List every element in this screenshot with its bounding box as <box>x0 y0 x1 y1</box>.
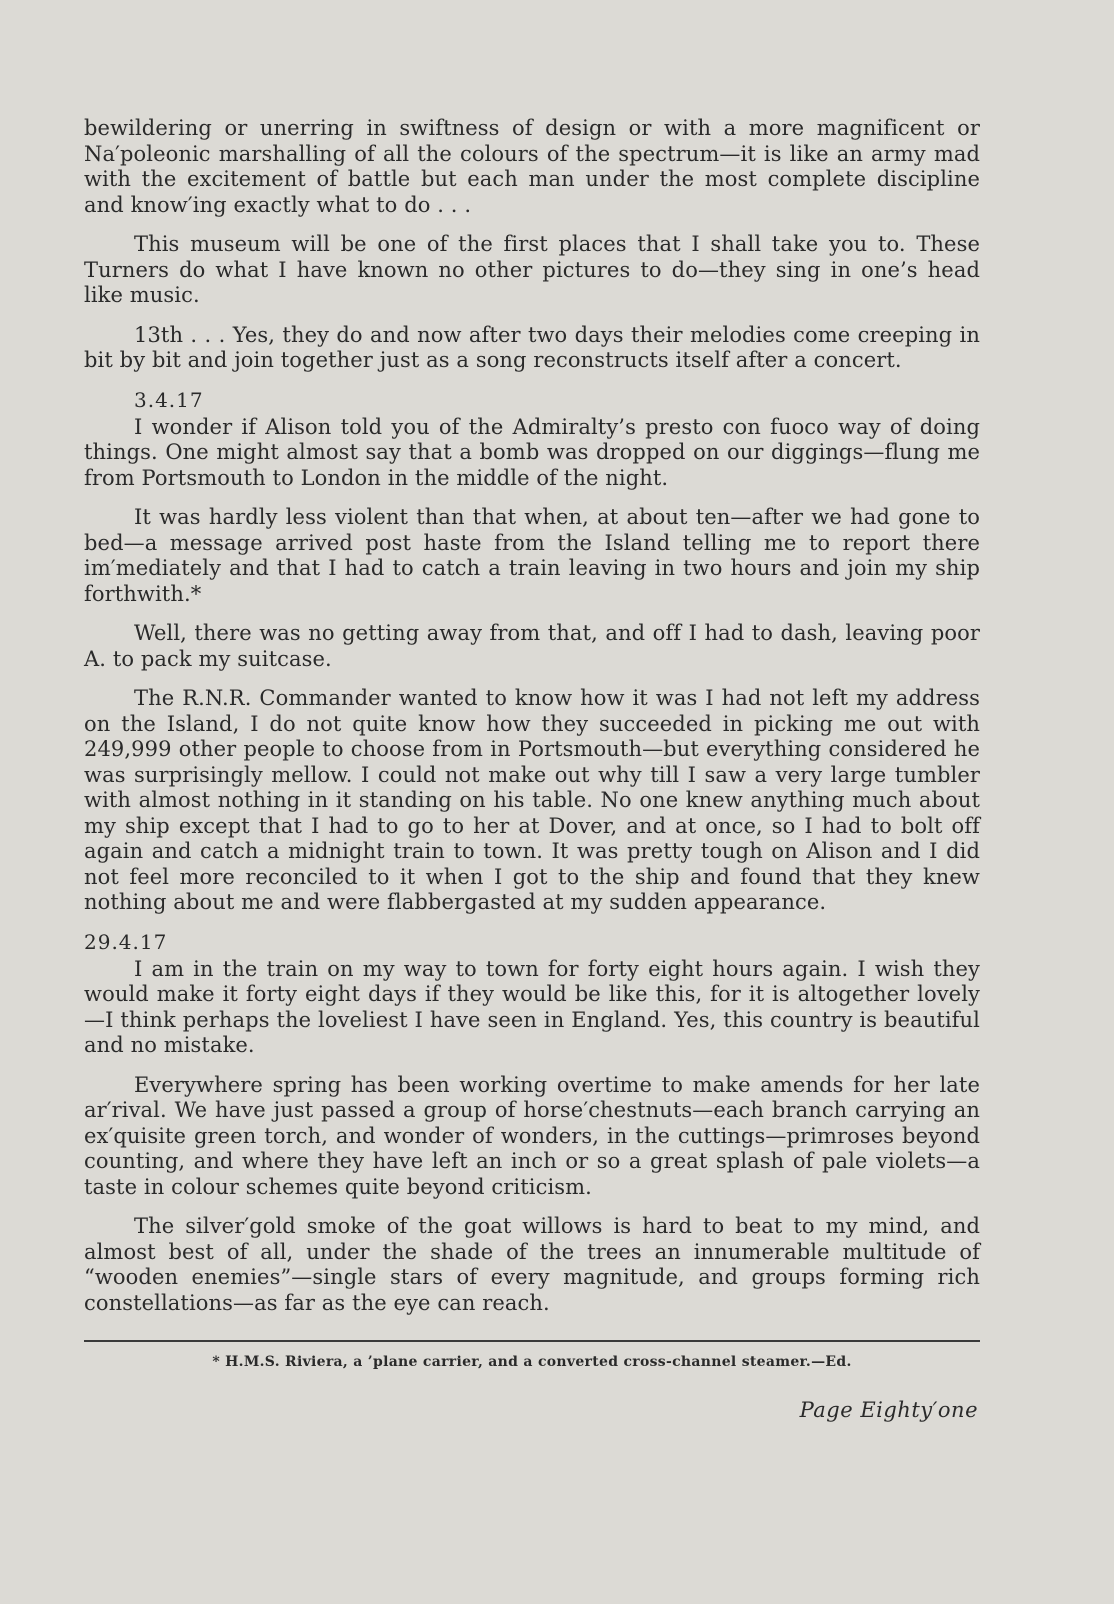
paragraph: 13th . . . Yes, they do and now after two days their melodies come creeping in bit by bit and join together just as a song reconstructs itself after a concert. <box>84 322 980 372</box>
paragraph: Everywhere spring has been working overtime to make amends for her late ar′rival. We have just passed a group of horse′chestnuts—each branch carrying an ex′quisite green torch, and wonder of wonders, in the cuttings—primroses beyond counting, and where they have left an inch or so a great splash of pale violets—a taste in colour schemes quite beyond criticism. <box>84 1072 980 1199</box>
paragraph: The R.N.R. Commander wanted to know how it was I had not left my address on the Island, I do not quite know how they succeeded in picking me out with 249,999 other people to choose from in Portsmouth—but everything considered he was surprisingly mellow. I could not make out why till I saw a very large tumbler with almost nothing in it standing on his table. No one knew anything much about my ship except that I had to go to her at Dover, and at once, so I had to bolt off again and catch a midnight train to town. It was pretty tough on Alison and I did not feel more reconciled to it when I got to the ship and found that they knew nothing about me and were flabbergasted at my sudden appearance. <box>84 686 980 914</box>
paragraph: I am in the train on my way to town for forty eight hours again. I wish they would make it forty eight days if they would be like this, for it is altogether lovely—I think perhaps the loveliest I have seen in England. Yes, this country is beautiful and no mistake. <box>84 956 980 1057</box>
page-number: Page Eighty′one <box>799 1398 978 1422</box>
footnote: * H.M.S. Riviera, a ’plane carrier, and a converted cross-channel steamer.—Ed. <box>212 1354 852 1370</box>
paragraph: I wonder if Alison told you of the Admiralty’s presto con fuoco way of doing things. One might almost say that a bomb was dropped on our diggings—flung me from Portsmouth to London in the middle of the night. <box>84 414 980 490</box>
paragraph: Well, there was no getting away from that, and off I had to dash, leaving poor A. to pack my suitcase. <box>84 621 980 671</box>
entry-date: 29.4.17 <box>84 929 168 954</box>
paragraph: This museum will be one of the first places that I shall take you to. These Turners do what I have known no other pictures to do—they sing in one’s head like music. <box>84 232 980 307</box>
paragraph: It was hardly less violent than that when, at about ten—after we had gone to bed—a message arrived post haste from the Island telling me to report there im′mediately and that I had to catch a train leaving in two hours and join my ship forthwith.* <box>84 505 980 606</box>
page-body <box>84 116 980 1330</box>
footnote-divider <box>84 1340 980 1342</box>
entry-date: 3.4.17 <box>134 387 204 412</box>
paragraph: bewildering or unerring in swiftness of design or with a more magnificent or Na′poleonic marshalling of all the colours of the spectrum—it is like an army mad with the excitement of battle but each man under the most complete discipline and know′ing exactly what to do . . . <box>84 116 980 217</box>
paragraph: The silver′gold smoke of the goat willows is hard to beat to my mind, and almost best of all, under the shade of the trees an innumerable multitude of “wooden enemies”—single stars of every magnitude, and groups forming rich constellations—as far as the eye can reach. <box>84 1214 980 1315</box>
